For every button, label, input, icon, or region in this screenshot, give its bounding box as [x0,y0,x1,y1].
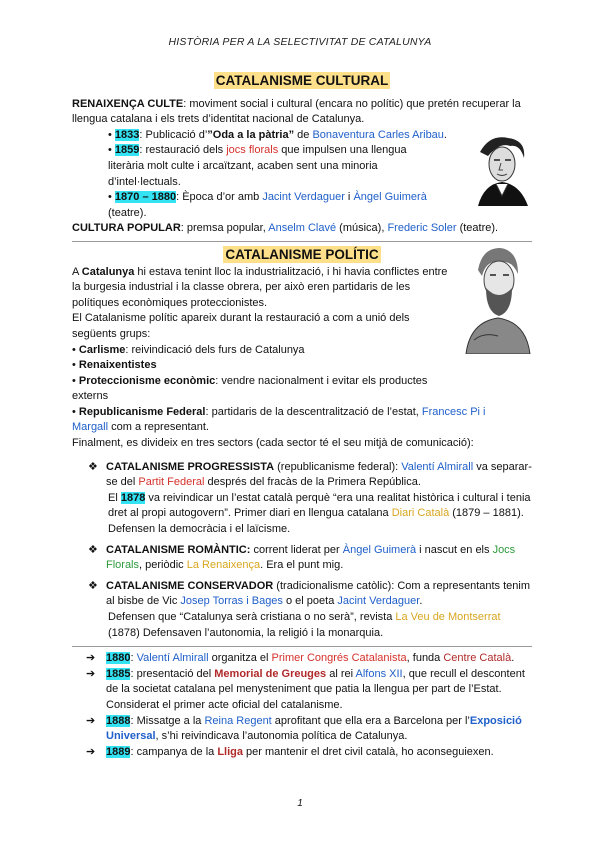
timeline-item: ➔ 1880: Valentí Almirall organitza el Primer Congrés Catalanista, funda Centre Català. [86,652,515,665]
list-item: • 1870 – 1880: Època d’or amb Jacint Verdaguer i Àngel Guimerà (teatre). [108,191,427,219]
section-title-cultural: CATALANISME CULTURAL [215,73,389,88]
sector-conservador: ❖ CATALANISME CONSERVADOR (tradicionalisme catòlic): Com a representants tenim al bisbe de Vic Josep Torras i Bages o el poeta Jacint Verdaguer. [88,579,531,608]
page-number: 1 [297,798,303,809]
group-item: • Carlisme: reivindicació dels furs de Catalunya [72,343,305,356]
divider [72,646,532,647]
group-item: • Proteccionisme econòmic: vendre nacionalment i evitar els productes externs [72,374,428,403]
cultura-popular-paragraph: CULTURA POPULAR: premsa popular, Anselm Clavé (música), Frederic Soler (teatre). [72,222,499,235]
sectors-intro: Finalment, es divideix en tres sectors (cada sector té el seu mitjà de comunicació): [72,437,474,450]
sector-conservador-detail: Defensen que “Catalunya serà cristiana o no serà”, revista La Veu de Montserrat (1878) Defensaven l’autonomia, la religió i la monarquia. [108,611,501,639]
timeline-item: ➔ 1885: presentació del Memorial de Greuges al rei Alfons XII, que recull el descontent de la societat catalana pel menysteniment que patia la llengua per part de l’Estat. Considerat el primer acte oficial del catalanisme. [86,667,525,711]
sector-progressista: ❖ CATALANISME PROGRESSISTA (republicanisme federal): Valentí Almirall va separar-se del Partit Federal després del fracàs de la Primera República. [88,460,532,489]
group-item: • Republicanisme Federal: partidaris de la descentralització de l’estat, Francesc Pi i Margall com a representant. [72,405,486,434]
list-item: • 1859: restauració dels jocs florals que impulsen una llengua literària molt culte i arcaïtzant, acaben sent una minoria d’intel·lectuals. [108,144,407,188]
running-header: HISTÒRIA PER A LA SELECTIVITAT DE CATALUNYA [168,36,432,48]
renaixenca-paragraph: RENAIXENÇA CULTE: moviment social i cultural (encara no polític) que pretén recuperar la llengua catalana i els trets d’identitat nacional de Catalunya. [72,97,521,126]
intro-paragraph: A Catalunya hi estava tenint lloc la industrialització, i hi havia conflictes entre la burgesia industrial i la classe obrera, per això eren partidaris de les polítiques econòmiques proteccionistes. [72,265,448,309]
divider [72,241,532,242]
sector-progressista-detail: El 1878 va reivindicar un l’estat català perquè “era una realitat històrica i cultural i tenia dret al propi autogovern”. Primer diari en llengua catalana Diari Català (1879 – 1881). Defensen la democràcia i el laïcisme. [108,491,531,536]
groups-intro: El Catalanisme polític apareix durant la restauració a com a unió dels següents grups: [72,312,410,340]
timeline-item: ➔ 1888: Missatge a la Reina Regent aprofitant que ella era a Barcelona per l’Exposició Universal, s’hi reivindicava l’autonomia política de Catalunya. [86,714,522,743]
section-title-politic: CATALANISME POLÍTIC [225,246,379,262]
group-item: • Renaixentistes [72,359,157,372]
list-item: • 1833: Publicació d’”Oda a la pàtria” de Bonaventura Carles Aribau. [108,128,447,141]
timeline-item: ➔ 1889: campanya de la Lliga per mantenir el dret civil català, ho aconseguiexen. [86,745,494,758]
sector-romantic: ❖ CATALANISME ROMÀNTIC: corrent liderat per Àngel Guimerà i nascut en els Jocs Florals, periòdic La Renaixença. Era el punt mig. [88,543,516,572]
